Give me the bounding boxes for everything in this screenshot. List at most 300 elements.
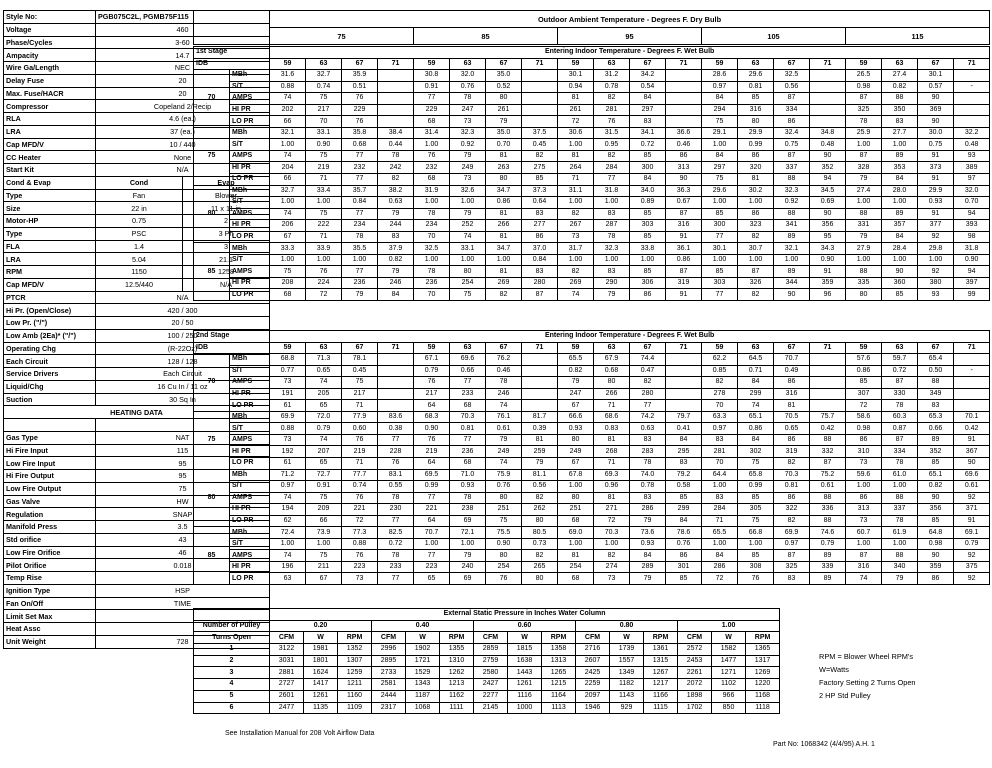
cooling-value: 236 xyxy=(414,277,450,289)
airflow-column-header: RPM xyxy=(440,632,474,644)
spec-value-evap: 1258 xyxy=(183,266,270,279)
cooling-value: 65.3 xyxy=(918,411,954,423)
cooling-value: 33.3 xyxy=(270,243,306,255)
cooling-value: 30.0 xyxy=(918,127,954,139)
cooling-value: 1.00 xyxy=(594,197,630,209)
cooling-value: 79 xyxy=(378,208,414,220)
outdoor-title: Outdoor Ambient Temperature - Degrees F. Dry Bulb xyxy=(270,11,990,28)
cooling-value: 77 xyxy=(378,573,414,585)
cooling-value: 73 xyxy=(594,573,630,585)
cooling-value: 80 xyxy=(522,515,558,527)
cooling-value xyxy=(954,104,990,116)
cooling-value: 59.7 xyxy=(882,354,918,366)
spec-label: Hi Fire Input xyxy=(4,444,96,457)
airflow-value: 1529 xyxy=(406,667,440,679)
cooling-value: 77 xyxy=(378,515,414,527)
cooling-value: 83 xyxy=(630,116,666,128)
airflow-value: 1265 xyxy=(542,667,576,679)
cooling-value: 77 xyxy=(342,208,378,220)
cooling-value: 0.78 xyxy=(630,481,666,493)
cooling-value: 70 xyxy=(306,116,342,128)
cooling-value: 30.1 xyxy=(918,70,954,82)
metric-label: S/T xyxy=(230,481,270,493)
airflow-value: 2581 xyxy=(372,679,406,691)
spec-label: LRA xyxy=(4,253,96,266)
cooling-value: 221 xyxy=(414,504,450,516)
spec-value: 0.018 xyxy=(96,559,270,572)
cooling-value: 59.6 xyxy=(846,469,882,481)
cooling-value: 70.7 xyxy=(414,527,450,539)
wet-bulb-temp: 67 xyxy=(630,342,666,354)
cooling-value: 64.4 xyxy=(702,469,738,481)
spec-label: Suction xyxy=(4,393,96,406)
cooling-value: 300 xyxy=(702,220,738,232)
cooling-row xyxy=(194,481,990,493)
spec-label: Cap MFD/V xyxy=(4,138,96,151)
cooling-value: 77 xyxy=(342,266,378,278)
cooling-value: 65 xyxy=(414,573,450,585)
cooling-value: 224 xyxy=(306,277,342,289)
cooling-value: 266 xyxy=(486,220,522,232)
airflow-value: 1624 xyxy=(304,667,338,679)
stage-label: 2nd Stage xyxy=(194,331,270,343)
cooling-value: 77.3 xyxy=(342,527,378,539)
spec-value-cond: Fan xyxy=(96,189,183,202)
cooling-value: 76 xyxy=(342,492,378,504)
spec-value: 3-60 xyxy=(96,36,270,49)
outdoor-temp-85: 85 xyxy=(414,28,558,45)
cooling-value: 78 xyxy=(414,208,450,220)
cooling-value: 33.9 xyxy=(306,243,342,255)
idb-label: IDB xyxy=(194,342,270,354)
cooling-value: 209 xyxy=(306,504,342,516)
cooling-value: 332 xyxy=(810,446,846,458)
cooling-value: 78 xyxy=(414,266,450,278)
cooling-value: 75.2 xyxy=(810,469,846,481)
metric-label: LO PR xyxy=(230,400,270,412)
spec-value: 20 xyxy=(96,87,270,100)
cooling-value xyxy=(810,116,846,128)
cooling-value: 78 xyxy=(378,492,414,504)
cooling-value: 0.70 xyxy=(486,139,522,151)
airflow-value: 2572 xyxy=(678,644,712,656)
cooling-value: 87 xyxy=(810,458,846,470)
cooling-value: 360 xyxy=(882,277,918,289)
airflow-column-header: RPM xyxy=(542,632,576,644)
cooling-value: 261 xyxy=(558,104,594,116)
cooling-value: 74 xyxy=(270,492,306,504)
cooling-value: 90 xyxy=(882,266,918,278)
idb-temp: 75 xyxy=(194,411,230,469)
cooling-value xyxy=(810,354,846,366)
cooling-value: 81 xyxy=(774,400,810,412)
wet-bulb-temp: 67 xyxy=(918,58,954,70)
cooling-value: 67.1 xyxy=(414,354,450,366)
cooling-value: 34.7 xyxy=(486,243,522,255)
cooling-value: 290 xyxy=(594,277,630,289)
cooling-value: 89 xyxy=(918,434,954,446)
cooling-value: 75.5 xyxy=(486,527,522,539)
cooling-value: 67 xyxy=(558,458,594,470)
cooling-value: 70.3 xyxy=(450,411,486,423)
cooling-value: 211 xyxy=(306,561,342,573)
cooling-value: 85 xyxy=(918,515,954,527)
cooling-value: 0.42 xyxy=(810,423,846,435)
cooling-value xyxy=(810,70,846,82)
cooling-value: 0.67 xyxy=(666,197,702,209)
cooling-value: 236 xyxy=(342,277,378,289)
cooling-row xyxy=(194,289,990,301)
cooling-value: 32.1 xyxy=(774,243,810,255)
metric-label: HI PR xyxy=(230,446,270,458)
cooling-value: 380 xyxy=(918,277,954,289)
cooling-value: 75 xyxy=(306,150,342,162)
cooling-value: 83 xyxy=(702,492,738,504)
cooling-value: 0.82 xyxy=(882,81,918,93)
cooling-value: 95 xyxy=(810,231,846,243)
cooling-value: 79 xyxy=(846,174,882,186)
cooling-value: 62 xyxy=(270,515,306,527)
cooling-value: 316 xyxy=(666,220,702,232)
cooling-value: 0.61 xyxy=(486,423,522,435)
cooling-value: 0.63 xyxy=(630,423,666,435)
cooling-value: 85 xyxy=(630,231,666,243)
metric-label: HI PR xyxy=(230,561,270,573)
cooling-value: 75 xyxy=(306,492,342,504)
airflow-table xyxy=(193,608,780,714)
cooling-value: 1.00 xyxy=(702,481,738,493)
cooling-value: 254 xyxy=(558,561,594,573)
spec-value-evap: 2 xyxy=(183,215,270,228)
airflow-row xyxy=(194,702,780,714)
outdoor-spacer xyxy=(194,11,270,45)
cooling-value: 32.2 xyxy=(954,127,990,139)
cooling-value: 275 xyxy=(522,162,558,174)
cooling-value: 82 xyxy=(522,150,558,162)
cooling-value: 222 xyxy=(306,220,342,232)
cooling-value: 79 xyxy=(486,116,522,128)
airflow-row xyxy=(194,644,780,656)
cooling-value: 229 xyxy=(414,104,450,116)
cooling-value: 88 xyxy=(846,266,882,278)
cooling-value: 91 xyxy=(954,515,990,527)
cooling-value: 85 xyxy=(666,492,702,504)
cooling-value: 1.00 xyxy=(414,139,450,151)
airflow-value: 1068 xyxy=(406,702,440,714)
cooling-value: 93 xyxy=(918,289,954,301)
spec-label: Heat Assc xyxy=(4,623,96,636)
cooling-value: 325 xyxy=(774,561,810,573)
spec-value-cond: 22 in xyxy=(96,202,183,215)
cooling-value: 77 xyxy=(450,377,486,389)
wet-bulb-temp: 71 xyxy=(522,342,558,354)
cooling-value: 0.88 xyxy=(342,538,378,550)
cooling-value: 91 xyxy=(666,231,702,243)
metric-label: AMPS xyxy=(230,550,270,562)
metric-label: S/T xyxy=(230,423,270,435)
cooling-value: 98 xyxy=(954,231,990,243)
cooling-value: 73 xyxy=(846,515,882,527)
cooling-value: 90 xyxy=(918,492,954,504)
cooling-value: 77 xyxy=(378,434,414,446)
cooling-value: 67.9 xyxy=(594,354,630,366)
cooling-value: 1.00 xyxy=(774,254,810,266)
cooling-value: 319 xyxy=(774,446,810,458)
airflow-value: 1143 xyxy=(610,690,644,702)
cooling-value: 90 xyxy=(918,116,954,128)
cooling-value: 35.0 xyxy=(486,127,522,139)
metric-label: MBh xyxy=(230,70,270,82)
cooling-value: 83 xyxy=(594,266,630,278)
cooling-value: 82.5 xyxy=(378,527,414,539)
cooling-value: 78 xyxy=(594,231,630,243)
cooling-value: 75 xyxy=(306,93,342,105)
cooling-row xyxy=(194,139,990,151)
cooling-value: 72.0 xyxy=(306,411,342,423)
cooling-value: 74 xyxy=(450,231,486,243)
metric-label: MBh xyxy=(230,527,270,539)
cooling-value: 81.1 xyxy=(522,469,558,481)
cooling-row xyxy=(194,70,990,82)
cooling-value: 0.93 xyxy=(450,481,486,493)
idb-temp: 85 xyxy=(194,527,230,585)
cooling-value: 0.47 xyxy=(630,365,666,377)
spec-label: CC Heater xyxy=(4,151,96,164)
cooling-value: 0.46 xyxy=(666,139,702,151)
airflow-value: 2453 xyxy=(678,655,712,667)
cooling-value: 84 xyxy=(882,231,918,243)
cooling-value: 83 xyxy=(522,208,558,220)
cooling-value: 85 xyxy=(666,573,702,585)
cooling-value: 289 xyxy=(630,561,666,573)
cooling-value: 196 xyxy=(270,561,306,573)
cooling-value: 80 xyxy=(450,266,486,278)
cooling-value: 79 xyxy=(594,289,630,301)
airflow-value: 1182 xyxy=(610,679,644,691)
cooling-value: 0.52 xyxy=(486,81,522,93)
cooling-value: 73 xyxy=(450,116,486,128)
spec-label: Ampacity xyxy=(4,49,96,62)
cooling-value xyxy=(666,81,702,93)
cooling-value: 27.9 xyxy=(846,243,882,255)
spec-label xyxy=(4,419,96,432)
cooling-value: 74 xyxy=(270,550,306,562)
metric-label: LO PR xyxy=(230,573,270,585)
cooling-value: 236 xyxy=(450,446,486,458)
cooling-value: 310 xyxy=(846,446,882,458)
wet-bulb-temp: 63 xyxy=(450,58,486,70)
cooling-value: 207 xyxy=(306,446,342,458)
spec-label: Low Fire Input xyxy=(4,457,96,470)
cooling-value: 34.3 xyxy=(810,243,846,255)
cooling-value: 350 xyxy=(882,104,918,116)
airflow-row xyxy=(194,690,780,702)
airflow-value: 1343 xyxy=(406,679,440,691)
spec-label: Voltage xyxy=(4,23,96,36)
cooling-value: 32.1 xyxy=(270,127,306,139)
cooling-value: 0.76 xyxy=(486,481,522,493)
cooling-value: 92 xyxy=(918,231,954,243)
spec-value: NAT xyxy=(96,431,270,444)
pulley-label: Number of Pulley xyxy=(194,620,270,632)
cooling-value: 313 xyxy=(846,504,882,516)
cooling-value: 28.4 xyxy=(882,243,918,255)
cooling-value: 0.55 xyxy=(378,481,414,493)
cooling-value: 356 xyxy=(918,504,954,516)
wet-bulb-temp: 63 xyxy=(738,58,774,70)
first-stage-cooling-table xyxy=(193,46,990,301)
cooling-value: 0.83 xyxy=(594,423,630,435)
cooling-value: 80 xyxy=(558,492,594,504)
cooling-value: 87 xyxy=(846,150,882,162)
cooling-value: 79 xyxy=(378,266,414,278)
cooling-value: 85 xyxy=(630,150,666,162)
cooling-value: 0.97 xyxy=(702,423,738,435)
cooling-value: 74 xyxy=(306,434,342,446)
cooling-value: 81 xyxy=(486,150,522,162)
cooling-value: 82 xyxy=(594,150,630,162)
cooling-value: 80 xyxy=(594,377,630,389)
cooling-value: 269 xyxy=(558,277,594,289)
airflow-value: 1557 xyxy=(610,655,644,667)
airflow-value: 1361 xyxy=(644,644,678,656)
cooling-value: 81 xyxy=(486,208,522,220)
cooling-value: 69.6 xyxy=(954,469,990,481)
cooling-value: 344 xyxy=(774,277,810,289)
cooling-value: 1.00 xyxy=(450,538,486,550)
cooling-value: 83 xyxy=(630,434,666,446)
cooling-value: 242 xyxy=(378,162,414,174)
airflow-value: 1358 xyxy=(542,644,576,656)
spec-value-evap: N/A xyxy=(183,278,270,291)
cooling-value: 71 xyxy=(342,458,378,470)
cooling-value: 34.2 xyxy=(630,70,666,82)
cooling-value: 1.00 xyxy=(846,254,882,266)
cooling-row xyxy=(194,446,990,458)
cooling-value: 67.8 xyxy=(558,469,594,481)
cooling-row xyxy=(194,93,990,105)
cooling-value: 90 xyxy=(810,150,846,162)
cooling-value: 84 xyxy=(738,377,774,389)
cooling-value: 352 xyxy=(918,446,954,458)
cooling-value: 97 xyxy=(954,174,990,186)
airflow-column-header: CFM xyxy=(576,632,610,644)
cooling-value: 66 xyxy=(306,515,342,527)
cooling-value: 1.00 xyxy=(306,254,342,266)
airflow-value: 2277 xyxy=(474,690,508,702)
spec-label: Type xyxy=(4,189,96,202)
cooling-value: 0.72 xyxy=(882,365,918,377)
cooling-value: 1.00 xyxy=(342,254,378,266)
cooling-value: 76 xyxy=(414,150,450,162)
cooling-row xyxy=(194,411,990,423)
cooling-value: 76 xyxy=(414,434,450,446)
wet-bulb-temp: 71 xyxy=(810,58,846,70)
cooling-value: 341 xyxy=(774,220,810,232)
cooling-value: 88 xyxy=(918,377,954,389)
wet-bulb-temp: 59 xyxy=(558,342,594,354)
cooling-value: 295 xyxy=(666,446,702,458)
cooling-value: 74 xyxy=(486,400,522,412)
cooling-value: 32.3 xyxy=(774,185,810,197)
cooling-value: 303 xyxy=(702,277,738,289)
cooling-value: 27.7 xyxy=(882,127,918,139)
cooling-value: 87 xyxy=(738,266,774,278)
cooling-value: 305 xyxy=(738,504,774,516)
cooling-value: 35.7 xyxy=(342,185,378,197)
cooling-value xyxy=(522,70,558,82)
airflow-value: 2145 xyxy=(474,702,508,714)
cooling-value: 65 xyxy=(306,458,342,470)
cooling-value: 80 xyxy=(558,434,594,446)
cooling-value: 29.6 xyxy=(702,185,738,197)
cooling-value: 377 xyxy=(918,220,954,232)
spec-label: Pilot Orifice xyxy=(4,559,96,572)
cooling-value: 96 xyxy=(810,289,846,301)
cooling-value: 397 xyxy=(954,277,990,289)
cooling-value: 1.00 xyxy=(702,139,738,151)
wet-bulb-temp: 71 xyxy=(810,342,846,354)
cooling-value: 77 xyxy=(414,93,450,105)
cooling-value: 72 xyxy=(558,116,594,128)
cooling-value: 1.00 xyxy=(846,538,882,550)
airflow-value: 2733 xyxy=(372,667,406,679)
wet-bulb-temp: 63 xyxy=(594,58,630,70)
airflow-value: 1111 xyxy=(440,702,474,714)
airflow-value: 1638 xyxy=(508,655,542,667)
spec-label: Cap MFD/V xyxy=(4,278,96,291)
cooling-value: 89 xyxy=(810,573,846,585)
spec-value: 420 / 300 xyxy=(96,304,270,317)
cooling-value: 72 xyxy=(594,515,630,527)
cooling-value: 1.00 xyxy=(738,197,774,209)
cooling-value: 65.8 xyxy=(738,469,774,481)
cooling-value: 251 xyxy=(486,504,522,516)
cooling-value: 82 xyxy=(774,458,810,470)
cooling-value: 0.79 xyxy=(414,365,450,377)
idb-temp: 80 xyxy=(194,469,230,527)
metric-label: HI PR xyxy=(230,104,270,116)
airflow-value: 2097 xyxy=(576,690,610,702)
cooling-value: 79 xyxy=(558,377,594,389)
cooling-value: 331 xyxy=(846,220,882,232)
cooling-value: 84 xyxy=(738,434,774,446)
spec-label: Limit Set Max xyxy=(4,610,96,623)
cooling-value: 75 xyxy=(342,377,378,389)
pulley-turns: 2 xyxy=(194,655,270,667)
cooling-value: 74.6 xyxy=(810,527,846,539)
cooling-value: 0.92 xyxy=(450,139,486,151)
cooling-value: 74 xyxy=(270,93,306,105)
cooling-value: 72 xyxy=(306,289,342,301)
cooling-value: 27.4 xyxy=(846,185,882,197)
cooling-value: 1.00 xyxy=(270,197,306,209)
cooling-value: 87 xyxy=(774,93,810,105)
cooling-value xyxy=(954,400,990,412)
airflow-value: 1981 xyxy=(304,644,338,656)
cooling-value: 89 xyxy=(882,150,918,162)
cooling-value: 31.1 xyxy=(558,185,594,197)
cooling-value xyxy=(810,93,846,105)
cooling-value: 353 xyxy=(882,162,918,174)
airflow-value: 2477 xyxy=(270,702,304,714)
cooling-value: 0.48 xyxy=(810,139,846,151)
cooling-value: 86 xyxy=(666,550,702,562)
spec-sheet xyxy=(3,10,989,762)
cooling-value: 81 xyxy=(486,266,522,278)
cooling-value: 71 xyxy=(594,458,630,470)
stage-label: 1st Stage xyxy=(194,47,270,59)
